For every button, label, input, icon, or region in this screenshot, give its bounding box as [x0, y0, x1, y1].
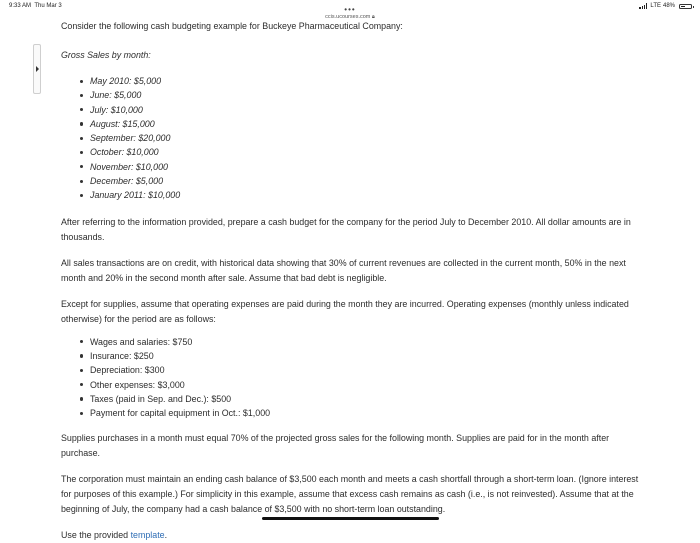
network-label: LTE	[650, 3, 661, 9]
chevron-right-icon	[36, 66, 39, 72]
status-time-text: 9:33 AM	[9, 3, 32, 9]
template-suffix: .	[164, 530, 168, 541]
template-link[interactable]: template	[130, 530, 165, 541]
expense-item: Payment for capital equipment in Oct.: $1,000	[90, 406, 641, 420]
sales-item: October: $10,000	[90, 145, 641, 159]
sales-item: July: $10,000	[90, 103, 641, 117]
url-domain[interactable]: ccis.ucourses.com	[325, 14, 371, 20]
sales-item: December: $5,000	[90, 174, 641, 188]
expense-item: Insurance: $250	[90, 349, 641, 363]
collections-paragraph: All sales transactions are on credit, with historical data showing that 30% of current revenues are collected in the current month, 50% in the next month and 20% in the second month after sale. Assume that bad debt is negligible.	[61, 257, 626, 283]
sales-item: November: $10,000	[90, 160, 641, 174]
expenses-paragraph: Except for supplies, assume that operating expenses are paid during the month they are incurred. Operating expenses (monthly unless indicated otherwise) for the period are as follows:	[61, 298, 629, 324]
sales-item: August: $15,000	[90, 117, 641, 131]
supplies-paragraph: Supplies purchases in a month must equal 70% of the projected gross sales for the following month. Supplies are paid for in the month after purchase.	[61, 433, 610, 459]
template-instruction	[61, 528, 641, 543]
home-indicator[interactable]	[262, 517, 439, 520]
expense-list	[61, 335, 641, 421]
battery-label: 48%	[662, 3, 675, 9]
sales-item: January 2011: $10,000	[90, 188, 641, 202]
instructions-paragraph: After referring to the information provided, prepare a cash budget for the company for the period July to December 2010. All dollar amounts are in thousands.	[61, 216, 631, 242]
expense-item: Other expenses: $3,000	[90, 378, 641, 392]
cash-balance-paragraph: The corporation must maintain an ending cash balance of $3,500 each month and meets a cash shortfall through a short-term loan. (Ignore interest for purposes of this example.) For simplicity in this example, assume that excess cash remains as cash (i.e., is not reinvested). Assume that at the beginning of July, the company had a cash balance of $3,500 with no short-term loan outstanding.	[61, 474, 639, 515]
intro-text: Consider the following cash budgeting example for Buckeye Pharmaceutical Company:	[61, 21, 403, 31]
template-prefix: Use the provided	[61, 530, 131, 541]
sales-list	[61, 74, 641, 203]
sales-item: June: $5,000	[90, 88, 641, 102]
assignment-content	[61, 19, 641, 543]
lock-icon: 🔒︎	[371, 14, 375, 20]
status-date-text: Thu Mar 3	[34, 3, 62, 9]
sales-item: May 2010: $5,000	[90, 74, 641, 88]
sales-item: September: $20,000	[90, 131, 641, 145]
expense-item: Taxes (paid in Sep. and Dec.): $500	[90, 392, 641, 406]
sidebar-toggle-button[interactable]	[33, 44, 41, 94]
browser-menu-dots[interactable]: •••	[344, 5, 356, 14]
expense-item: Wages and salaries: $750	[90, 335, 641, 349]
sales-title: Gross Sales by month:	[61, 50, 151, 60]
expense-item: Depreciation: $300	[90, 363, 641, 377]
